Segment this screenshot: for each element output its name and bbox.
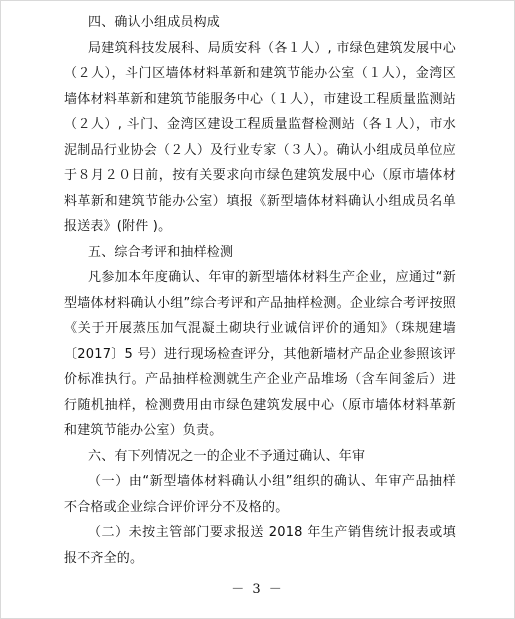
- page-number: － 3 －: [231, 582, 284, 597]
- paragraph-members: 局建筑科技发展科、局质安科（各１人）, 市绿色建筑发展中心（２人），斗门区墙体材料革新和建筑节能办公室（１人），金湾区墙体材料革新和建筑节能服务中心（１人），市建设工程质量监测站（２人）, 斗门、金湾区建设工程质量监督检测站（各１人），市水泥制品行业协会（２人）及行业专家（３人）。确认小组成员单位应于８月２０日前，按有关要求向市绿色建筑发展中心（原市墙体材料革新和建筑节能办公室）填报《新型墙体材料确认小组成员名单报送表》(附件 )。: [64, 40, 456, 234]
- section-heading-6: 六、有下列情况之一的企业不予通过确认、年审: [88, 448, 366, 464]
- document-body: [64, 10, 456, 571]
- paragraph-condition-2: （二）未按主管部门要求报送 2018 年生产销售统计报表或填报不齐全的。: [64, 525, 456, 566]
- section-heading-4: 四、确认小组成员构成: [88, 15, 221, 30]
- paragraph-condition-1: （一）由“新型墙体材料确认小组”组织的确认、年审产品抽样不合格或企业综合评价评分不及格的。: [64, 474, 456, 515]
- section-heading-5: 五、综合考评和抽样检测: [88, 244, 234, 260]
- paragraph-evaluation: 凡参加本年度确认、年审的新型墙体材料生产企业，应通过“新型墙体材料确认小组”综合考评和产品抽样检测。企业综合考评按照《关于开展蒸压加气混凝土砌块行业诚信评价的通知》（珠规建墙〔2017〕5 号）进行现场检查评分，其他新墙材产品企业参照该评价标准执行。产品抽样检测就生产企业产品堆场（含车间釜后）进行随机抽样，检测费用由市绿色建筑发展中心（原市墙体材料革新和建筑节能办公室）负责。: [64, 270, 456, 438]
